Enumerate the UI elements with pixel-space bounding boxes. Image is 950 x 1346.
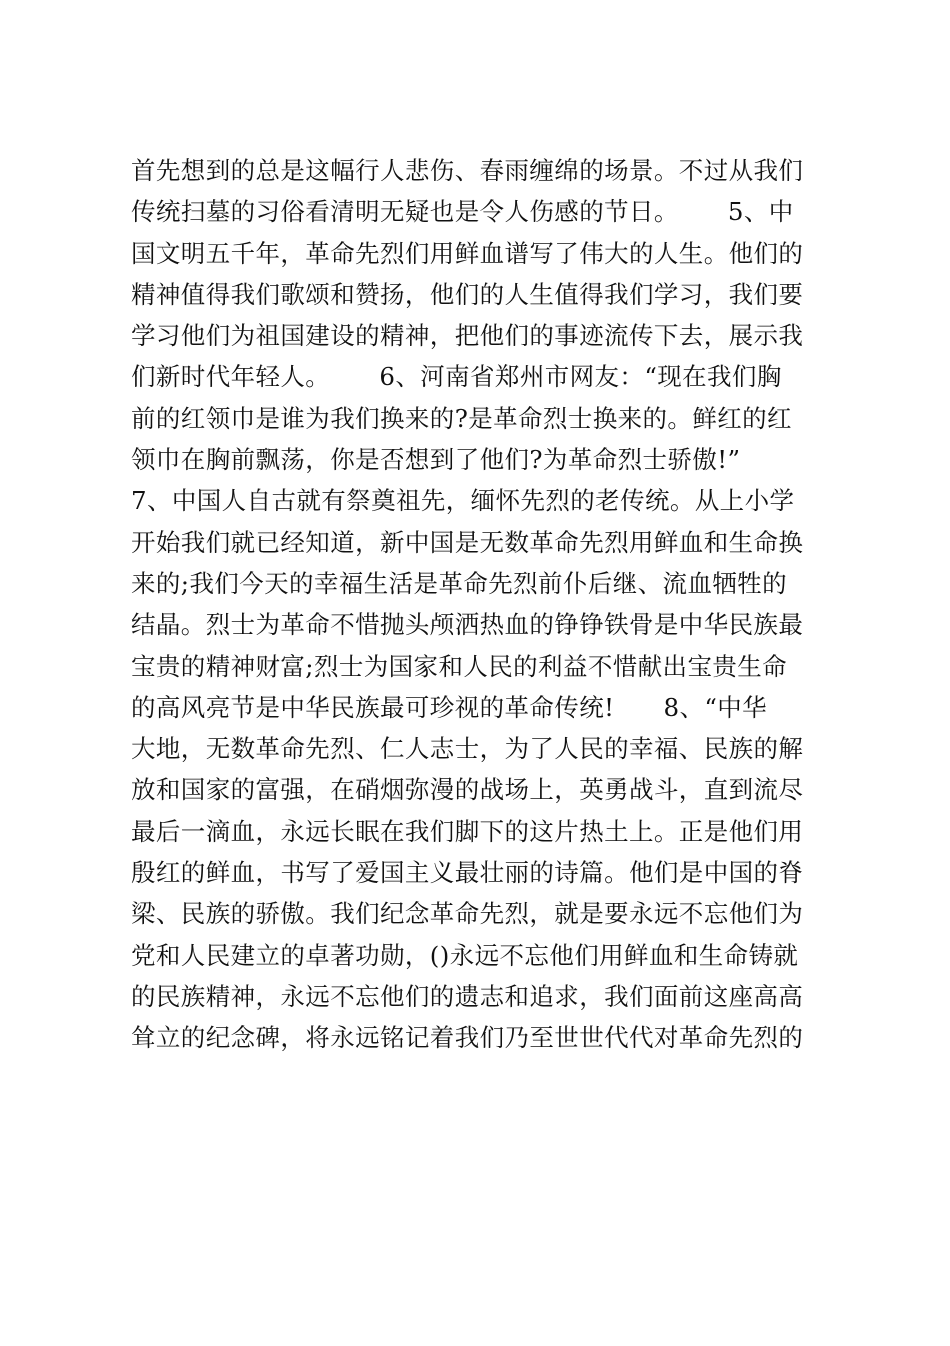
text-line-22: 耸立的纪念碑，将永远铭记着我们乃至世世代代对革命先烈的 [131,1023,804,1053]
text-line-2: 传统扫墓的习俗看清明无疑也是令人伤感的节日。 5、中 [131,197,794,227]
text-line-15: 大地，无数革命先烈、仁人志士，为了人民的幸福、民族的解 [131,734,804,764]
text-line-16: 放和国家的富强，在硝烟弥漫的战场上，英勇战斗，直到流尽 [131,775,804,805]
text-line-20: 党和人民建立的卓著功勋，()永远不忘他们用鲜血和生命铸就 [131,940,799,970]
body-text [131,150,831,1059]
text-line-19: 梁、民族的骄傲。我们纪念革命先烈，就是要永远不忘他们为 [131,899,804,929]
text-line-1: 首先想到的总是这幅行人悲伤、春雨缠绵的场景。不过从我们 [131,156,804,185]
text-line-14: 的高风亮节是中华民族最可珍视的革命传统! 8、“中华 [131,692,768,722]
text-line-7: 前的红领巾是谁为我们换来的?是革命烈士换来的。鲜红的红 [131,403,792,433]
text-line-5: 学习他们为祖国建设的精神，把他们的事迹流传下去，展示我 [131,321,804,351]
text-line-21: 的民族精神，永远不忘他们的遗志和追求，我们面前这座高高 [131,981,804,1011]
text-line-11: 来的;我们今天的幸福生活是革命先烈前仆后继、流血牺牲的 [131,568,788,598]
text-line-12: 结晶。烈士为革命不惜抛头颅洒热血的铮铮铁骨是中华民族最 [131,610,804,640]
text-line-9: 7、中国人自古就有祭奠祖先，缅怀先烈的老传统。从上小学 [131,486,795,516]
text-line-17: 最后一滴血，永远长眠在我们脚下的这片热土上。正是他们用 [131,816,804,846]
text-line-18: 殷红的鲜血，书写了爱国主义最壮丽的诗篇。他们是中国的脊 [131,858,804,888]
text-line-13: 宝贵的精神财富;烈士为国家和人民的利益不惜献出宝贵生命 [131,651,788,681]
text-line-8: 领巾在胸前飘荡，你是否想到了他们?为革命烈士骄傲!” [131,445,741,475]
text-line-4: 精神值得我们歌颂和赞扬，他们的人生值得我们学习，我们要 [131,279,804,309]
text-line-6: 们新时代年轻人。 6、河南省郑州市网友：“现在我们胸 [131,362,782,392]
text-line-10: 开始我们就已经知道，新中国是无数革命先烈用鲜血和生命换 [131,527,804,557]
text-line-3: 国文明五千年，革命先烈们用鲜血谱写了伟大的人生。他们的 [131,238,804,268]
